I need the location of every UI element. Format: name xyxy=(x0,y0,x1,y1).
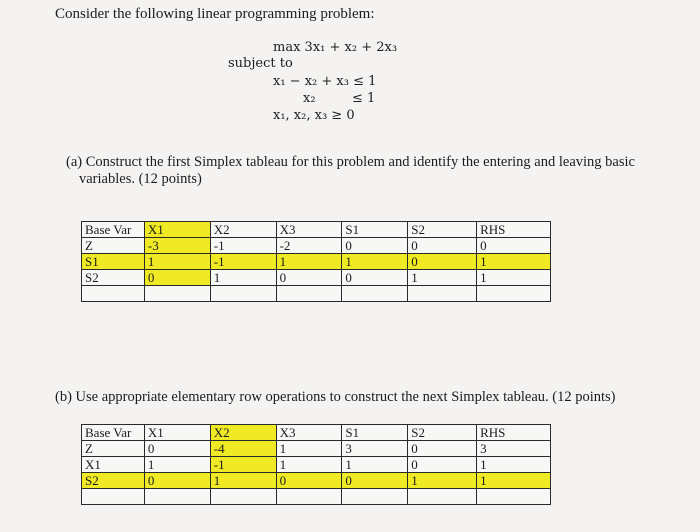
table-cell: S2 xyxy=(82,270,145,286)
table-cell: 1 xyxy=(408,270,477,286)
table-row xyxy=(82,441,551,457)
table-cell: 0 xyxy=(477,238,551,254)
table-cell: 0 xyxy=(342,270,408,286)
table-cell: Z xyxy=(82,441,145,457)
header-cell: S1 xyxy=(342,425,408,441)
simplex-tableau-next xyxy=(81,424,551,505)
header-cell: RHS xyxy=(477,425,551,441)
part-a-line-2: variables. (12 points) xyxy=(79,171,202,187)
header-cell: RHS xyxy=(477,222,551,238)
table-cell: 0 xyxy=(342,473,408,489)
table-cell: 1 xyxy=(144,254,210,270)
table-row-empty xyxy=(82,286,551,302)
table-cell: 1 xyxy=(477,457,551,473)
header-cell: S1 xyxy=(342,222,408,238)
lp-objective: max 3x₁ + x₂ + 2x₃ xyxy=(273,40,398,55)
lp-nonnegativity: x₁, x₂, x₃ ≥ 0 xyxy=(273,108,355,123)
header-cell: X3 xyxy=(276,425,342,441)
simplex-tableau-initial xyxy=(81,221,551,302)
table-cell: -1 xyxy=(210,457,276,473)
table-cell: 1 xyxy=(408,473,477,489)
table-cell: 0 xyxy=(144,473,210,489)
table-cell: Z xyxy=(82,238,145,254)
table-cell: 0 xyxy=(144,270,210,286)
table-cell: 0 xyxy=(408,238,477,254)
header-cell: X2 xyxy=(210,222,276,238)
table-cell: 0 xyxy=(408,457,477,473)
table-header-row xyxy=(82,425,551,441)
part-a-text xyxy=(66,154,635,188)
table-cell: S1 xyxy=(82,254,145,270)
table-cell: 0 xyxy=(408,441,477,457)
header-cell: X3 xyxy=(276,222,342,238)
table-cell: 1 xyxy=(210,270,276,286)
lp-constraint-1: x₁ − x₂ + x₃ ≤ 1 xyxy=(273,74,377,89)
table-cell: 1 xyxy=(276,254,342,270)
header-cell: X1 xyxy=(144,425,210,441)
table-cell: -2 xyxy=(276,238,342,254)
lp-subject-to: subject to xyxy=(228,56,293,71)
table-cell: 3 xyxy=(477,441,551,457)
table-cell: 0 xyxy=(408,254,477,270)
header-cell: S2 xyxy=(408,425,477,441)
table-cell: -1 xyxy=(210,254,276,270)
header-cell: Base Var xyxy=(82,222,145,238)
table-header-row xyxy=(82,222,551,238)
table-cell: 3 xyxy=(342,441,408,457)
table-cell: 0 xyxy=(342,238,408,254)
table-row-empty xyxy=(82,489,551,505)
lp-constraint-2-rhs: ≤ 1 xyxy=(352,91,376,106)
table-cell: 1 xyxy=(342,457,408,473)
part-a-line-1: (a) Construct the first Simplex tableau for this problem and identify the entering and leaving basic xyxy=(66,154,635,170)
table-cell: 0 xyxy=(276,270,342,286)
table-cell: 1 xyxy=(144,457,210,473)
header-cell: Base Var xyxy=(82,425,145,441)
header-cell: S2 xyxy=(408,222,477,238)
header-cell: X2 xyxy=(210,425,276,441)
table-cell: -1 xyxy=(210,238,276,254)
table-row xyxy=(82,270,551,286)
lp-constraint-2-lhs: x₂ xyxy=(303,91,316,106)
table-cell: -3 xyxy=(144,238,210,254)
table-cell: -4 xyxy=(210,441,276,457)
table-cell: 1 xyxy=(210,473,276,489)
table-row xyxy=(82,457,551,473)
table-cell: 0 xyxy=(144,441,210,457)
table-row-pivot xyxy=(82,254,551,270)
table-cell: S2 xyxy=(82,473,145,489)
part-b-text: (b) Use appropriate elementary row operations to construct the next Simplex tableau. (12 points) xyxy=(55,389,616,405)
table-cell: 1 xyxy=(477,254,551,270)
table-cell: 1 xyxy=(477,473,551,489)
table-cell: 1 xyxy=(276,441,342,457)
table-cell: 0 xyxy=(276,473,342,489)
header-cell: X1 xyxy=(144,222,210,238)
problem-intro: Consider the following linear programming problem: xyxy=(55,6,375,22)
table-cell: 1 xyxy=(342,254,408,270)
table-row xyxy=(82,238,551,254)
table-cell: 1 xyxy=(477,270,551,286)
table-cell: 1 xyxy=(276,457,342,473)
table-row-pivot xyxy=(82,473,551,489)
table-cell: X1 xyxy=(82,457,145,473)
